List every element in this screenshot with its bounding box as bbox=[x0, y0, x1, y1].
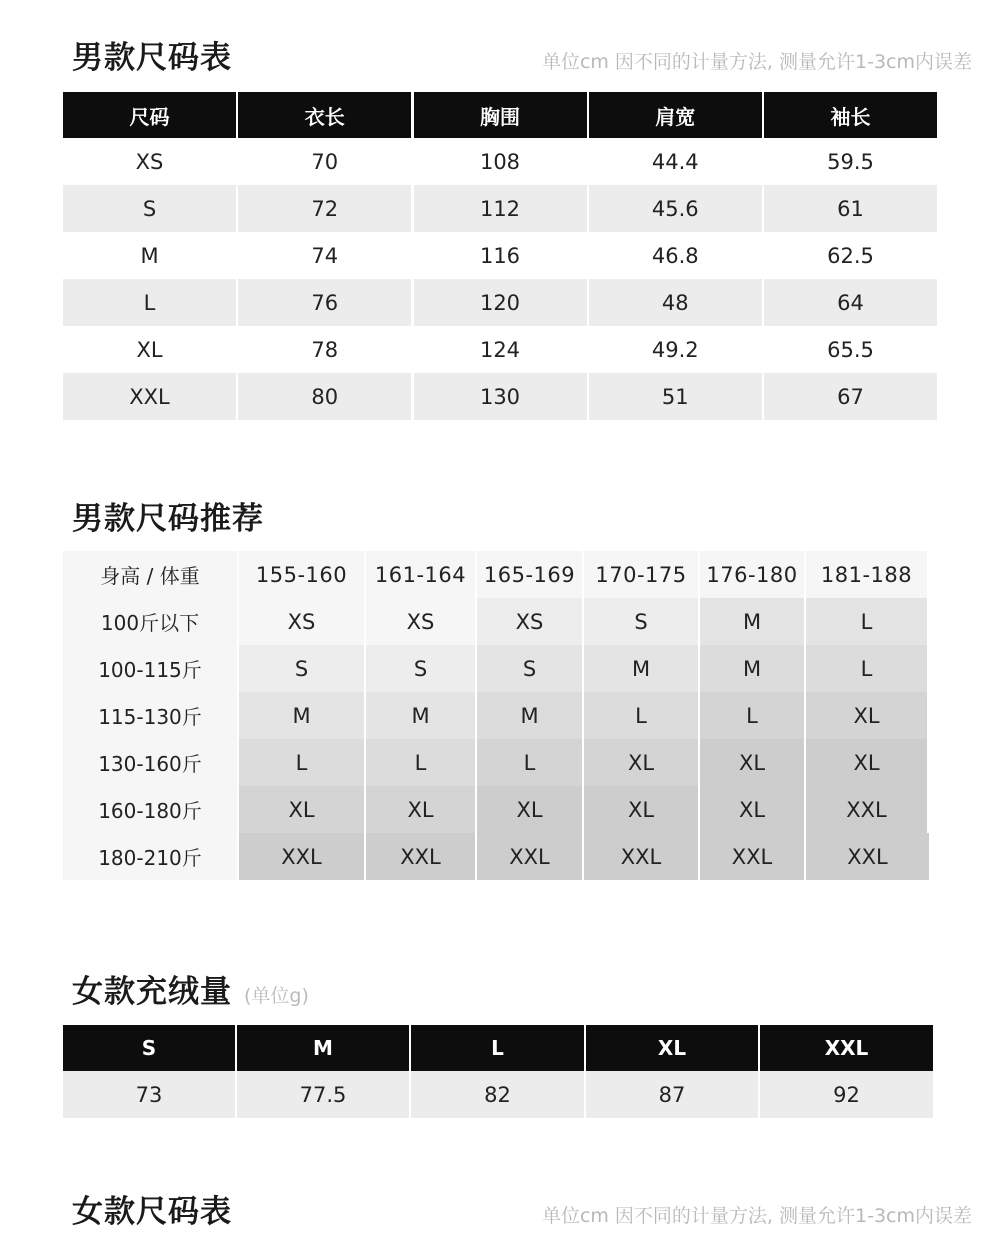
recommended-size-cell: L bbox=[477, 739, 584, 786]
recommended-size-cell: S bbox=[477, 645, 584, 692]
recommended-size-cell: XL bbox=[700, 739, 806, 786]
size-table-cell: 59.5 bbox=[764, 138, 937, 185]
women-down-fill-title bbox=[72, 966, 309, 1011]
size-table-cell: 116 bbox=[414, 232, 587, 279]
size-table-cell: 62.5 bbox=[764, 232, 937, 279]
size-table-cell: 120 bbox=[414, 279, 587, 326]
recommended-size-cell: XL bbox=[700, 786, 806, 833]
men-size-chart-note: 单位cm 因不同的计量方法, 测量允许1-3cm内误差 bbox=[541, 51, 972, 73]
recommended-size-cell: XS bbox=[366, 598, 477, 645]
men-recommendation-table bbox=[63, 551, 937, 880]
men-size-table bbox=[63, 92, 937, 420]
size-table-cell: 74 bbox=[238, 232, 411, 279]
recommended-size-cell: XL bbox=[584, 739, 700, 786]
down-fill-size-header: L bbox=[411, 1025, 584, 1071]
down-fill-value: 73 bbox=[63, 1071, 235, 1118]
recommended-size-cell: XXL bbox=[806, 833, 929, 880]
weight-range-label: 180-210斤 bbox=[63, 833, 239, 880]
size-table-cell: 70 bbox=[238, 138, 411, 185]
size-table-cell: 65.5 bbox=[764, 326, 937, 373]
height-range-header: 155-160 bbox=[239, 551, 366, 598]
recommended-size-cell: XXL bbox=[366, 833, 477, 880]
recommended-size-cell: XXL bbox=[477, 833, 584, 880]
weight-range-label: 115-130斤 bbox=[63, 692, 239, 739]
size-table-cell: 67 bbox=[764, 373, 937, 420]
height-range-header: 161-164 bbox=[366, 551, 477, 598]
women-down-fill-title-text: 女款充绒量 bbox=[72, 974, 232, 1010]
recommended-size-cell: L bbox=[806, 598, 929, 645]
recommended-size-cell: M bbox=[700, 645, 806, 692]
recommended-size-cell: L bbox=[806, 645, 929, 692]
recommended-size-cell: S bbox=[366, 645, 477, 692]
recommended-size-cell: M bbox=[239, 692, 366, 739]
down-fill-value: 82 bbox=[411, 1071, 584, 1118]
weight-range-label: 100斤以下 bbox=[63, 598, 239, 645]
size-table-header: 衣长 bbox=[238, 92, 411, 138]
down-fill-value: 92 bbox=[760, 1071, 933, 1118]
men-size-chart-title: 男款尺码表 bbox=[72, 40, 232, 76]
recommended-size-cell: XL bbox=[366, 786, 477, 833]
size-table-header: 尺码 bbox=[63, 92, 236, 138]
down-fill-size-header: XXL bbox=[760, 1025, 933, 1071]
recommended-size-cell: S bbox=[584, 598, 700, 645]
size-table-header: 胸围 bbox=[414, 92, 587, 138]
recommended-size-cell: M bbox=[584, 645, 700, 692]
height-range-header: 181-188 bbox=[806, 551, 929, 598]
recommended-size-cell: XL bbox=[239, 786, 366, 833]
recommendation-corner-label: 身高 / 体重 bbox=[63, 551, 239, 598]
down-fill-size-header: M bbox=[237, 1025, 409, 1071]
size-table-cell: 64 bbox=[764, 279, 937, 326]
recommended-size-cell: M bbox=[366, 692, 477, 739]
down-fill-size-header: XL bbox=[586, 1025, 758, 1071]
size-table-cell: XXL bbox=[63, 373, 236, 420]
size-table-cell: 130 bbox=[414, 373, 587, 420]
size-table-cell: 49.2 bbox=[589, 326, 762, 373]
weight-range-label: 100-115斤 bbox=[63, 645, 239, 692]
recommended-size-cell: XL bbox=[477, 786, 584, 833]
size-table-cell: 76 bbox=[238, 279, 411, 326]
men-recommendation-title: 男款尺码推荐 bbox=[72, 501, 264, 537]
size-table-cell: 46.8 bbox=[589, 232, 762, 279]
size-table-cell: 124 bbox=[414, 326, 587, 373]
recommended-size-cell: M bbox=[477, 692, 584, 739]
recommended-size-cell: L bbox=[584, 692, 700, 739]
recommended-size-cell: XL bbox=[806, 692, 929, 739]
recommended-size-cell: S bbox=[239, 645, 366, 692]
recommended-size-cell: XXL bbox=[806, 786, 929, 833]
size-table-cell: XL bbox=[63, 326, 236, 373]
height-range-header: 170-175 bbox=[584, 551, 700, 598]
recommended-size-cell: XXL bbox=[700, 833, 806, 880]
women-down-fill-table bbox=[63, 1025, 933, 1118]
size-table-cell: 72 bbox=[238, 185, 411, 232]
height-range-header: 176-180 bbox=[700, 551, 806, 598]
size-table-cell: 80 bbox=[238, 373, 411, 420]
recommended-size-cell: XS bbox=[477, 598, 584, 645]
size-table-cell: 78 bbox=[238, 326, 411, 373]
women-size-chart-title: 女款尺码表 bbox=[72, 1194, 232, 1230]
down-fill-size-header: S bbox=[63, 1025, 235, 1071]
recommended-size-cell: M bbox=[700, 598, 806, 645]
size-table-header: 肩宽 bbox=[589, 92, 762, 138]
size-table-cell: 61 bbox=[764, 185, 937, 232]
recommended-size-cell: XS bbox=[239, 598, 366, 645]
recommended-size-cell: XXL bbox=[584, 833, 700, 880]
women-down-fill-unit: (单位g) bbox=[244, 985, 309, 1007]
size-table-cell: 51 bbox=[589, 373, 762, 420]
weight-range-label: 130-160斤 bbox=[63, 739, 239, 786]
size-table-cell: S bbox=[63, 185, 236, 232]
down-fill-value: 77.5 bbox=[237, 1071, 409, 1118]
recommended-size-cell: XL bbox=[584, 786, 700, 833]
recommended-size-cell: L bbox=[366, 739, 477, 786]
weight-range-label: 160-180斤 bbox=[63, 786, 239, 833]
size-table-cell: L bbox=[63, 279, 236, 326]
size-table-cell: 48 bbox=[589, 279, 762, 326]
size-table-cell: 108 bbox=[414, 138, 587, 185]
size-table-header: 袖长 bbox=[764, 92, 937, 138]
recommended-size-cell: XL bbox=[806, 739, 929, 786]
size-table-cell: 44.4 bbox=[589, 138, 762, 185]
recommended-size-cell: L bbox=[239, 739, 366, 786]
size-table-cell: XS bbox=[63, 138, 236, 185]
down-fill-value: 87 bbox=[586, 1071, 758, 1118]
recommended-size-cell: L bbox=[700, 692, 806, 739]
size-table-cell: 45.6 bbox=[589, 185, 762, 232]
size-table-cell: 112 bbox=[414, 185, 587, 232]
size-table-cell: M bbox=[63, 232, 236, 279]
women-size-chart-note: 单位cm 因不同的计量方法, 测量允许1-3cm内误差 bbox=[541, 1205, 972, 1227]
recommended-size-cell: XXL bbox=[239, 833, 366, 880]
height-range-header: 165-169 bbox=[477, 551, 584, 598]
